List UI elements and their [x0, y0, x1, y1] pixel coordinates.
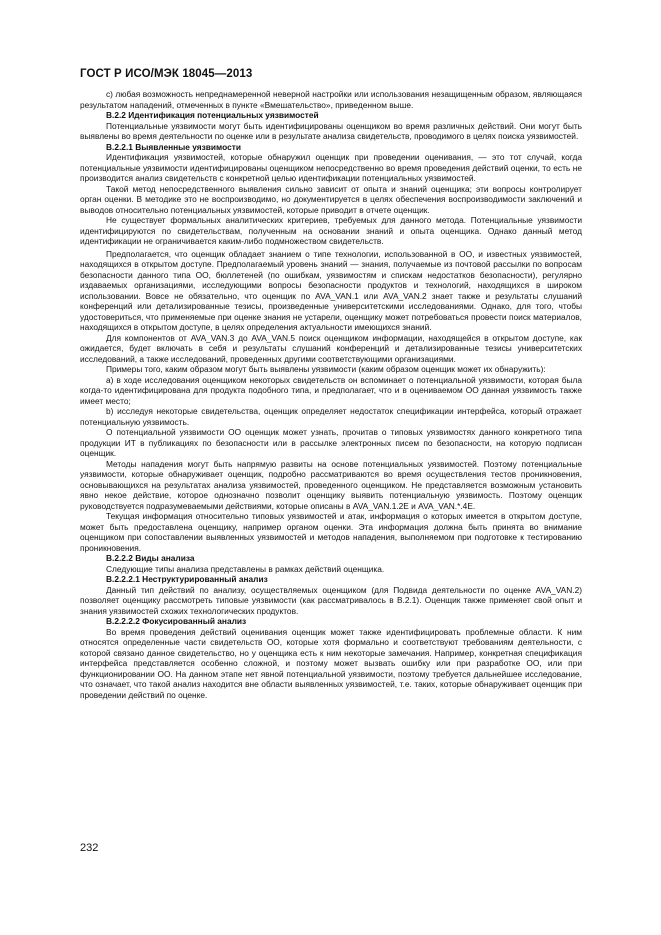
paragraph: Методы нападения могут быть напрямую развиты на основе потенциальных уязвимостей. Поэтому потенциальные уязвимости, которые обнаруживает оценщик, подробно рассматриваются во время осуществления тестов проникновения, основывающихся на результатах анализа уязвимостей, проведенного оценщиком. Не представляется возможным установить явно некое действие, которое однозначно позволит оценщику выявить потенциальную уязвимость. Поэтому оценщик руководствуется подразумеваемыми действиями, которые описаны в AVA_VAN.1.2E и AVA_VAN.*.4E.: [80, 458, 582, 511]
page-header-standard-title: ГОСТ Р ИСО/МЭК 18045—2013: [80, 68, 253, 80]
paragraph: с) любая возможность непреднамеренной неверной настройки или использования незащищенным образом, являющаяся результатом нападений, отмеченных в пункте «Вмешательство», приведенном выше.: [80, 89, 582, 110]
section-heading-b-2-2-2: В.2.2.2 Виды анализа: [106, 553, 195, 563]
paragraph: О потенциальной уязвимости ОО оценщик может узнать, прочитав о типовых уязвимостях данного конкретного типа продукции ИТ в публикациях по безопасности или в рассылке электронных писем по безопасности, на которую подписан оценщик.: [80, 427, 582, 458]
paragraph: Идентификация уязвимостей, которые обнаружил оценщик при проведении оценивания, — это тот случай, когда потенциальные уязвимости идентифицированы оценщиком непосредственно во время проведения действий оценки, то есть не производится анализ свидетельств с конкретной целью идентификации потенциальных уязвимостей.: [80, 152, 582, 183]
page-number: 232: [80, 842, 99, 854]
paragraph: Во время проведения действий оценивания оценщик может также идентифицировать проблемные области. К ним относятся определенные части свидетельств ОО, которые хотя формально и соответствуют требованиям деятельности, с которой связано данное свидетельство, но у оценщика есть к ним некоторые замечания. Например, конкретная спецификация интерфейса представляется особенно сложной, и поэтому может вызвать ошибку или при разработке ОО, или при функционировании ОО. На данном этапе нет явной потенциальной уязвимости, поэтому требуется дальнейшее исследование, что означает, что такой анализ находится вне области выявленных уязвимостей, т.е. таких, которые обнаруживает оценщик при проведении действий по оценке.: [80, 626, 582, 700]
paragraph: Потенциальные уязвимости могут быть идентифицированы оценщиком во время различных действий. Они могут быть выявлены во время деятельности по оценке или в результате анализа свидетельств, проводимого в целях поиска уязвимостей.: [80, 120, 582, 141]
paragraph: Примеры того, каким образом могут быть выявлены уязвимости (каким образом оценщик может их обнаружить):: [106, 364, 546, 374]
paragraph: Такой метод непосредственного выявления сильно зависит от опыта и знаний оценщика; эти вопросы контролирует орган оценки. В методике это не воспроизводимо, но документируется в целях обеспечения воспроизводимости заключений и выводов относительно потенциальных уязвимостей, которые приводит в отчете оценщик.: [80, 183, 582, 215]
list-item-b: b) исследуя некоторые свидетельства, оценщик определяет недостаток спецификации интерфейса, который отражает потенциальную уязвимость.: [80, 406, 582, 427]
paragraph: Для компонентов от AVA_VAN.3 до AVA_VAN.5 поиск оценщиком информации, находящейся в открытом доступе, как ожидается, будет включать в себя и результаты слушаний конференций и детализированные тезисы университетских исследований, а также исследований, проведенных другими соответствующими организациями.: [80, 332, 582, 364]
section-heading-b-2-2-2-2: В.2.2.2.2 Фокусированный анализ: [106, 616, 247, 626]
list-item-a: а) в ходе исследования оценщиком некоторых свидетельств он вспоминает о потенциальной уязвимости, которая была когда-то идентифицирована для продукта подобного типа, и предполагает, что и в оцениваемом ОО данная уязвимость также имеет место;: [80, 374, 582, 406]
paragraph: Данный тип действий по анализу, осуществляемых оценщиком (для Подвида деятельности по оценке AVA_VAN.2) позволяет оценщику рассмотреть типовые уязвимости (как рассматривалось в В.2.1). Оценщик также применяет свой опыт и знания уязвимостей схожих технологических продуктов.: [80, 584, 582, 616]
section-heading-b-2-2-2-1: В.2.2.2.1 Неструктурированный анализ: [106, 574, 268, 584]
paragraph: Следующие типы анализа представлены в рамках действий оценщика.: [106, 563, 385, 574]
paragraph: Текущая информация относительно типовых уязвимостей и атак, информация о которых имеется в открытом доступе, может быть предоставлена оценщику, например органом оценки. Эта информация должна быть принята во внимание оценщиком при сопоставлении выявленных уязвимостей и методов нападения, выполняемом при подготовке к тестированию проникновения.: [80, 511, 582, 553]
section-heading-b-2-2: В.2.2 Идентификация потенциальных уязвимостей: [106, 110, 319, 120]
paragraph: Не существует формальных аналитических критериев, требуемых для данного метода. Потенциальные уязвимости идентифицируются по свидетельствам, полученным на основании знаний и опыта оценщика. Однако данный метод идентификации не ограничивается каким-либо подмножеством свидетельств.: [80, 215, 582, 246]
section-heading-b-2-2-1: В.2.2.1 Выявленные уязвимости: [106, 141, 241, 152]
document-body: [80, 89, 582, 700]
paragraph: Предполагается, что оценщик обладает знанием о типе технологии, использованной в ОО, и известных уязвимостей, находящихся в открытом доступе. Предполагаемый уровень знаний — знания, получаемые из почтовой рассылки по вопросам безопасности данного типа ОО, бюллетеней (по ошибкам, уязвимостям и спискам недостатков безопасности), регулярно издаваемых организациями, исследующими вопросы безопасности продуктов и технологий, находящихся в широком использовании. Вовсе не обязательно, что оценщик по AVA_VAN.1 или AVA_VAN.2 знает также и результаты слушаний конференций или детализированные тезисы, произведенные университетскими исследованиями. Однако, для того, чтобы удостовериться, что применяемые при оценке знания не устарели, оценщику может потребоваться провести поиск материалов, находящихся в открытом доступе, в целях определения актуальности имеющихся знаний.: [80, 248, 582, 332]
